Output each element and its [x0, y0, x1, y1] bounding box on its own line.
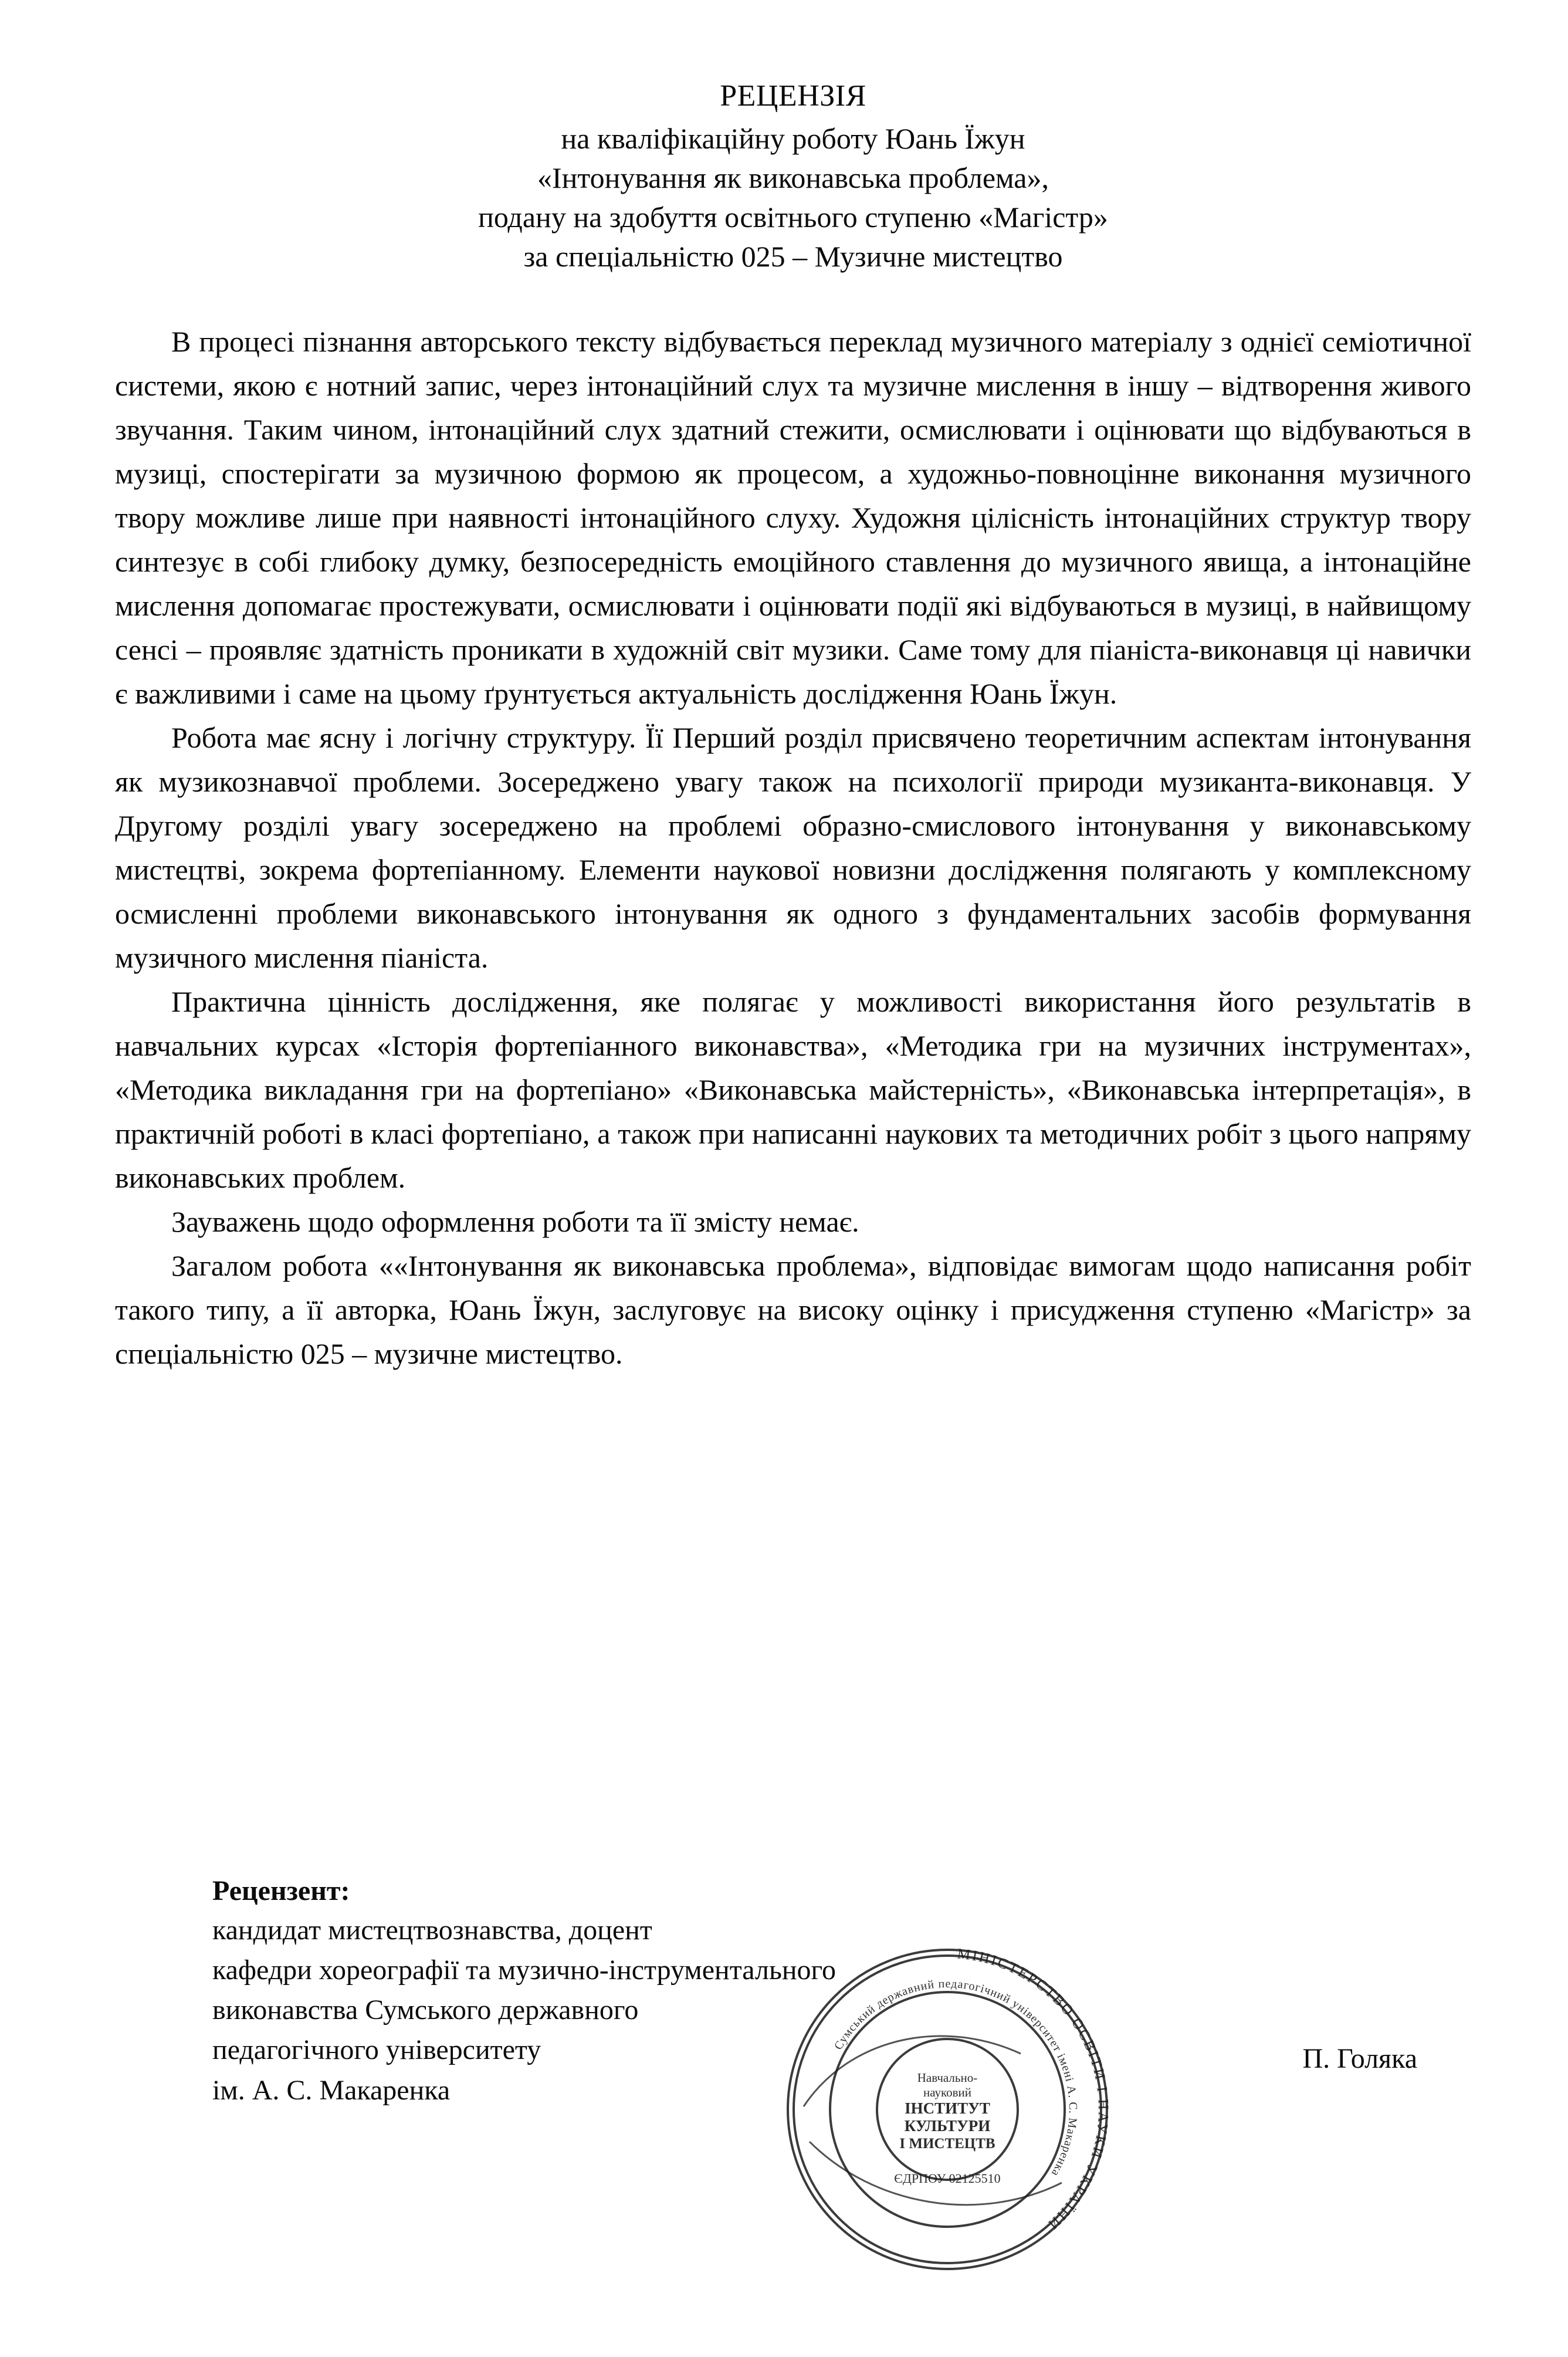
- subtitle-line-4: за спеціальністю 025 – Музичне мистецтво: [523, 239, 1063, 273]
- subtitle-line-3: подану на здобуття освітнього ступеню «Магістр»: [478, 200, 1108, 234]
- reviewer-line-3: виконавства Сумського державного: [212, 1994, 639, 2026]
- svg-text:науковий: науковий: [923, 2085, 972, 2099]
- reviewer-name: П. Голяка: [1302, 2043, 1417, 2074]
- reviewer-line-5: ім. А. С. Макаренка: [212, 2074, 451, 2106]
- paragraph-4: Зауважень щодо оформлення роботи та її змісту немає.: [171, 1205, 859, 1238]
- svg-text:КУЛЬТУРИ: КУЛЬТУРИ: [904, 2117, 991, 2135]
- paragraph-2: Робота має ясну і логічну структуру. Її Перший розділ присвячено теоретичним аспектам інтонування як музикознавчої проблеми. Зосереджено увагу також на психології природи музиканта-виконавця. У Другому розділі увагу зосереджено на проблемі образно-смислового інтонування у виконавському мистецтві, зокрема фортепіанному. Елементи наукової новизни дослідження полягають у комплексному осмисленні проблеми виконавського інтонування як одного з фундаментальних засобів формування музичного мислення піаніста.: [115, 721, 1471, 974]
- reviewer-line-2: кафедри хореографії та музично-інструментального: [212, 1954, 837, 1986]
- svg-text:І МИСТЕЦТВ: І МИСТЕЦТВ: [899, 2136, 995, 2152]
- svg-text:МІНІСТЕРСТВО ОСВІТИ І НАУКИ УК: МІНІСТЕРСТВО ОСВІТИ І НАУКИ УКРАЇНИ: [956, 1946, 1112, 2234]
- paragraph-1: В процесі пізнання авторського тексту відбувається переклад музичного матеріалу з однієї семіотичної системи, якою є нотний запис, через інтонаційний слух та музичне мислення в іншу – відтворення живого звучання. Таким чином, інтонаційний слух здатний стежити, осмислювати і оцінювати що відбуваються в музиці, спостерігати за музичною формою як процесом, а художньо-повноцінне виконання музичного твору можливе лише при наявності інтонаційного слуху. Художня цілісність інтонаційних структур твору синтезує в собі глибоку думку, безпосередність емоційного ставлення до музичного явища, а інтонаційне мислення допомагає простежувати, осмислювати і оцінювати події які відбуваються в музиці, в найвищому сенсі – проявляє здатність проникати в художній світ музики. Саме тому для піаніста-виконавця ці навички є важливими і саме на цьому ґрунтується актуальність дослідження Юань Їжун.: [115, 324, 1471, 710]
- reviewer-label: Рецензент:: [212, 1875, 350, 1906]
- reviewer-line-4: педагогічного університету: [212, 2034, 541, 2066]
- document-subtitle: [115, 119, 1471, 276]
- reviewer-line-1: кандидат мистецтвознавства, доцент: [212, 1915, 652, 1946]
- paragraph-3: Практична цінність дослідження, яке полягає у можливості використання його результатів в навчальних курсах «Історія фортепіанного виконавства», «Методика гри на музичних інструментах», «Методика викладання гри на фортепіано» «Виконавська майстерність», «Виконавська інтерпретація», в практичній роботі в класі фортепіано, а також при написанні наукових та методичних робіт з цього напряму виконавських проблем.: [115, 985, 1471, 1194]
- svg-text:ІНСТИТУТ: ІНСТИТУТ: [905, 2099, 990, 2117]
- subtitle-line-2: «Інтонування як виконавська проблема»,: [537, 161, 1049, 194]
- svg-text:Навчально-: Навчально-: [917, 2071, 978, 2085]
- document-content: [115, 76, 1471, 1376]
- paragraph-5: Загалом робота ««Інтонування як виконавська проблема», відповідає вимогам щодо написання робіт такого типу, а її авторка, Юань Їжун, заслуговує на високу оцінку і присудження ступеню «Магістр» за спеціальністю 025 – музичне мистецтво.: [115, 1249, 1471, 1370]
- signature-block: [115, 1875, 1471, 2111]
- page-title: РЕЦЕНЗІЯ: [720, 79, 866, 113]
- subtitle-line-1: на кваліфікаційну роботу Юань Їжун: [561, 121, 1025, 155]
- document-body: [115, 320, 1471, 1376]
- reviewer-details: [212, 1910, 1471, 2111]
- svg-text:Сумський державний педагогічни: Сумський державний педагогічний університет імені А. С. Макаренка: [831, 1977, 1080, 2179]
- svg-text:ЄДРПОУ 02125510: ЄДРПОУ 02125510: [894, 2171, 1001, 2186]
